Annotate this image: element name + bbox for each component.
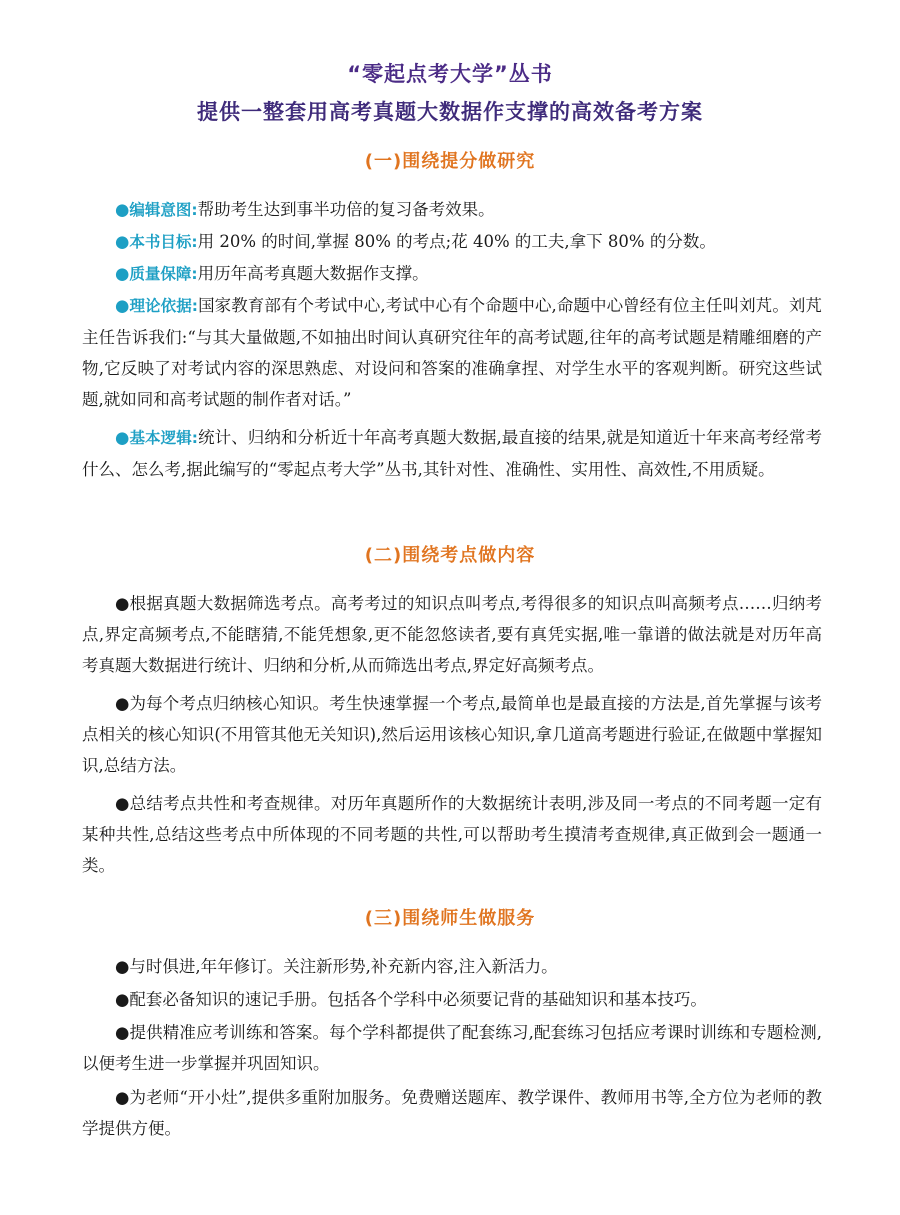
section-heading-2: (二)围绕考点做内容 bbox=[364, 545, 536, 566]
lead-label: 理论依据: bbox=[129, 297, 198, 315]
section1-item-2 bbox=[82, 226, 822, 258]
lead-label: 基本逻辑: bbox=[129, 429, 198, 447]
item-text: 配套必备知识的速记手册。包括各个学科中必须要记背的基础知识和基本技巧。 bbox=[129, 990, 707, 1009]
section2-item-2 bbox=[82, 688, 822, 781]
section3-item-2 bbox=[82, 984, 822, 1015]
bullet-dot-icon: ● bbox=[115, 794, 130, 813]
lead-label: 质量保障: bbox=[129, 265, 198, 283]
bullet-dot-icon: ● bbox=[115, 990, 130, 1009]
item-text: 为老师“开小灶”,提供多重附加服务。免费赠送题库、教学课件、教师用书等,全方位为老师的教学提供方便。 bbox=[82, 1088, 822, 1138]
item-text: 用 20% 的时间,掌握 80% 的考点;花 40% 的工夫,拿下 80% 的分数。 bbox=[197, 232, 716, 251]
section-heading-3: (三)围绕师生做服务 bbox=[364, 908, 536, 929]
bullet-dot-icon: ● bbox=[115, 594, 130, 613]
bullet-dot-icon: ● bbox=[115, 1088, 130, 1107]
section2-item-3 bbox=[82, 788, 822, 881]
series-title: “零起点考大学”丛书 bbox=[347, 62, 553, 86]
bullet-dot-icon: ● bbox=[115, 428, 130, 447]
item-text: 总结考点共性和考查规律。对历年真题所作的大数据统计表明,涉及同一考点的不同考题一定有某种共性,总结这些考点中所体现的不同考题的共性,可以帮助考生摸清考查规律,真正做到会一题通一类。 bbox=[82, 794, 822, 875]
item-text: 提供精准应考训练和答案。每个学科都提供了配套练习,配套练习包括应考课时训练和专题检测,以便考生进一步掌握并巩固知识。 bbox=[82, 1023, 822, 1073]
bullet-dot-icon: ● bbox=[115, 1023, 130, 1042]
lead-label: 编辑意图: bbox=[129, 201, 198, 219]
section1-item-3 bbox=[82, 258, 822, 290]
section1-item-4 bbox=[82, 290, 822, 415]
section3-item-4 bbox=[82, 1082, 822, 1144]
bullet-dot-icon: ● bbox=[115, 296, 130, 315]
item-text: 帮助考生达到事半功倍的复习备考效果。 bbox=[197, 200, 495, 219]
bullet-dot-icon: ● bbox=[115, 264, 130, 283]
bullet-dot-icon: ● bbox=[115, 957, 130, 976]
section3-item-1 bbox=[82, 951, 822, 982]
bullet-dot-icon: ● bbox=[115, 694, 130, 713]
item-text: 用历年高考真题大数据作支撑。 bbox=[197, 264, 429, 283]
section1-item-1 bbox=[82, 194, 822, 226]
bullet-dot-icon: ● bbox=[115, 232, 130, 251]
item-text: 国家教育部有个考试中心,考试中心有个命题中心,命题中心曾经有位主任叫刘芃。刘芃主任告诉我们:“与其大量做题,不如抽出时间认真研究往年的高考试题,往年的高考试题是精雕细磨的产物,它反映了对考试内容的深思熟虑、对设问和答案的准确拿捏、对学生水平的客观判断。研究这些试题,就如同和高考试题的制作者对话。” bbox=[82, 296, 822, 409]
item-text: 为每个考点归纳核心知识。考生快速掌握一个考点,最简单也是最直接的方法是,首先掌握与该考点相关的核心知识(不用管其他无关知识),然后运用该核心知识,拿几道高考题进行验证,在做题中掌握知识,总结方法。 bbox=[82, 694, 822, 775]
section3-item-3 bbox=[82, 1017, 822, 1079]
section-heading-1: (一)围绕提分做研究 bbox=[364, 151, 536, 172]
section1-item-5 bbox=[82, 422, 822, 485]
item-text: 统计、归纳和分析近十年高考真题大数据,最直接的结果,就是知道近十年来高考经常考什么、怎么考,据此编写的“零起点考大学”丛书,其针对性、准确性、实用性、高效性,不用质疑。 bbox=[82, 428, 822, 479]
bullet-dot-icon: ● bbox=[115, 200, 130, 219]
lead-label: 本书目标: bbox=[129, 233, 198, 251]
item-text: 与时俱进,年年修订。关注新形势,补充新内容,注入新活力。 bbox=[129, 957, 558, 976]
main-title: 提供一整套用高考真题大数据作支撑的高效备考方案 bbox=[197, 99, 703, 124]
item-text: 根据真题大数据筛选考点。高考考过的知识点叫考点,考得很多的知识点叫高频考点……归纳考点,界定高频考点,不能瞎猜,不能凭想象,更不能忽悠读者,要有真凭实据,唯一靠谱的做法就是对历年高考真题大数据进行统计、归纳和分析,从而筛选出考点,界定好高频考点。 bbox=[82, 594, 822, 675]
section2-item-1 bbox=[82, 588, 822, 681]
